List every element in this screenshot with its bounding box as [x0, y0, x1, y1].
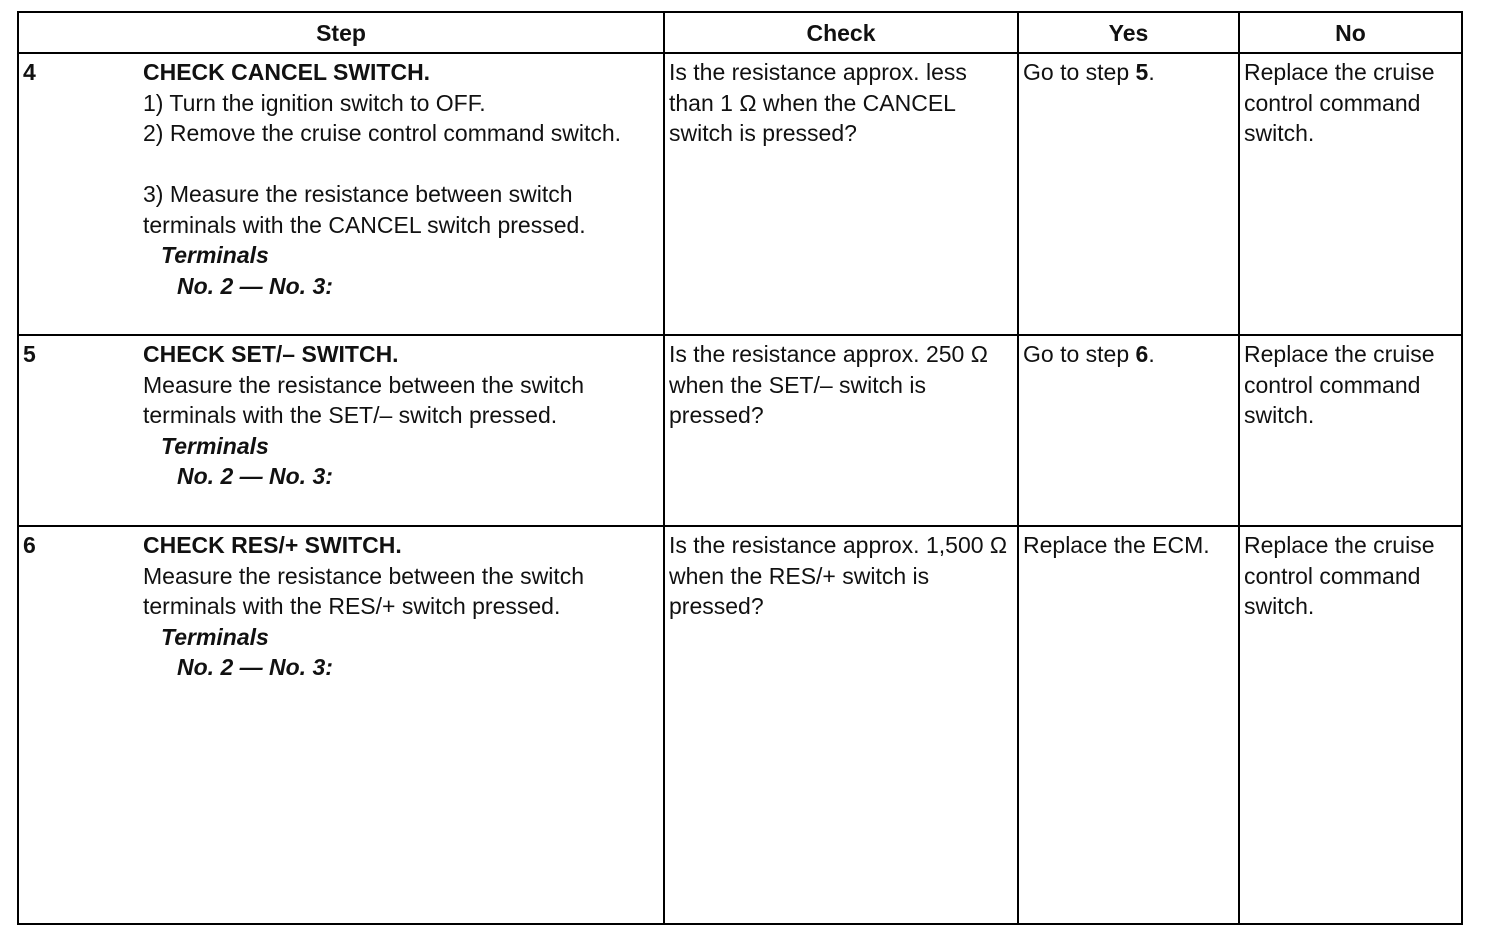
step-cell [18, 335, 664, 526]
yes-prefix: Go to step [1023, 59, 1136, 85]
step-instruction: Measure the resistance between the switch terminals with the RES/+ switch pressed. [143, 562, 585, 619]
yes-cell [1018, 53, 1239, 335]
table-row-step-6 [18, 526, 1462, 924]
header-step: Step [18, 12, 664, 53]
step-number: 4 [23, 59, 36, 85]
step-instruction: 3) Measure the resistance between switch terminals with the CANCEL switch pressed. [143, 181, 586, 238]
check-cell: Is the resistance approx. 1,500 Ω when the RES/+ switch is pressed? [664, 526, 1018, 924]
yes-cell [1018, 335, 1239, 526]
step-instruction: 2) Remove the cruise control command switch. [143, 120, 622, 146]
step-title: CHECK RES/+ SWITCH. [143, 532, 402, 558]
header-check: Check [664, 12, 1018, 53]
step-title: CHECK CANCEL SWITCH. [143, 59, 431, 85]
terminals-label: Terminals [161, 242, 269, 268]
terminals-label: Terminals [161, 623, 269, 650]
terminals-value: No. 2 — No. 3: [177, 272, 333, 299]
yes-suffix: . [1148, 341, 1155, 367]
step-title: CHECK SET/– SWITCH. [143, 341, 399, 367]
header-yes: Yes [1018, 12, 1239, 53]
step-instruction: Measure the resistance between the switch terminals with the SET/– switch pressed. [143, 371, 585, 428]
yes-prefix: Go to step [1023, 341, 1136, 367]
yes-step-number: 5 [1135, 59, 1149, 85]
yes-cell: Replace the ECM. [1018, 526, 1239, 924]
diagnostic-table [17, 11, 1463, 925]
header-no: No [1239, 12, 1462, 53]
yes-suffix: . [1148, 59, 1155, 85]
header-row [18, 12, 1462, 53]
step-number: 5 [23, 341, 36, 367]
terminals-label: Terminals [161, 432, 269, 459]
step-cell [18, 53, 664, 335]
check-cell: Is the resistance approx. less than 1 Ω when the CANCEL switch is pressed? [664, 53, 1018, 335]
table-row-step-4 [18, 53, 1462, 335]
step-instruction: 1) Turn the ignition switch to OFF. [143, 89, 486, 116]
terminals-value: No. 2 — No. 3: [177, 463, 333, 489]
yes-step-number: 6 [1135, 341, 1149, 367]
terminals-value: No. 2 — No. 3: [177, 654, 333, 680]
no-cell: Replace the cruise control command switch. [1239, 53, 1462, 335]
spacer [143, 149, 659, 180]
step-cell [18, 526, 664, 924]
step-number: 6 [23, 532, 36, 558]
table-row-step-5 [18, 335, 1462, 526]
check-cell: Is the resistance approx. 250 Ω when the SET/– switch is pressed? [664, 335, 1018, 526]
no-cell: Replace the cruise control command switch. [1239, 335, 1462, 526]
no-cell: Replace the cruise control command switch. [1239, 526, 1462, 924]
